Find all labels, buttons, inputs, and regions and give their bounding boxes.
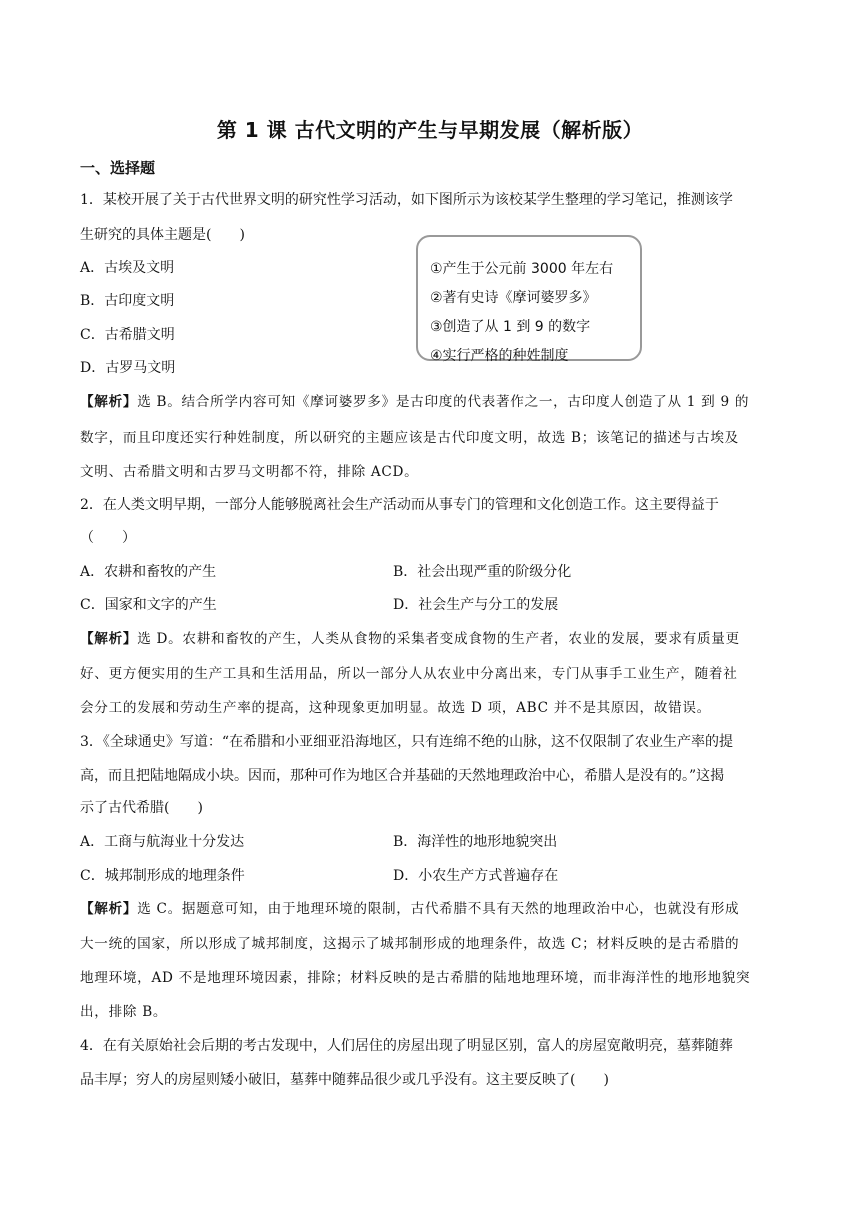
q1-option-c: C．古希腊文明 xyxy=(80,327,175,343)
analysis-tag: 【解析】 xyxy=(80,394,138,410)
q3-analysis-line-3: 地理环境，AD 不是地理环境因素，排除；材料反映的是古希腊的陆地地理环境，而非海洋性的地形地貌突 xyxy=(80,970,751,986)
q2-analysis-line-3: 会分工的发展和劳动生产率的提高，这种现象更加明显。故选 D 项，ABC 并不是其原因，故错误。 xyxy=(80,700,711,716)
q2-stem-line-1: 2．在人类文明早期，一部分人能够脱离社会生产活动而从事专门的管理和文化创造工作。这主要得益于 xyxy=(80,497,719,513)
q3-analysis-line-2: 大一统的国家，所以形成了城邦制度，这揭示了城邦制形成的地理条件，故选 C；材料反映的是古希腊的 xyxy=(80,936,740,952)
study-note-box xyxy=(416,235,642,364)
q3-option-c: C．城邦制形成的地理条件 xyxy=(80,868,245,884)
q3-stem-line-3: 示了古代希腊( ) xyxy=(80,800,203,816)
q2-analysis-line-1: 【解析】选 D。农耕和畜牧的产生，人类从食物的采集者变成食物的生产者，农业的发展，要求有质量更 xyxy=(80,631,740,647)
q1-stem-line-1: 1．某校开展了关于古代世界文明的研究性学习活动，如下图所示为该校某学生整理的学习笔记，推测该学 xyxy=(80,192,733,208)
q1-option-b: B．古印度文明 xyxy=(80,293,175,309)
q3-option-d: D．小农生产方式普遍存在 xyxy=(393,868,559,884)
q1-stem-line-2: 生研究的具体主题是( ) xyxy=(80,227,245,243)
q2-option-d: D．社会生产与分工的发展 xyxy=(393,597,559,613)
q3-option-a: A．工商与航海业十分发达 xyxy=(80,834,245,850)
q1-analysis-line-2: 数字，而且印度还实行种姓制度，所以研究的主题应该是古代印度文明，故选 B；该笔记的描述与古埃及 xyxy=(80,430,739,446)
analysis-tag: 【解析】 xyxy=(80,901,138,917)
section-heading: 一、选择题 xyxy=(80,159,156,177)
q2-stem-line-2: （ ） xyxy=(80,530,136,546)
q1-analysis-line-3: 文明、古希腊文明和古罗马文明都不符，排除 ACD。 xyxy=(80,464,419,480)
analysis-tag: 【解析】 xyxy=(80,631,138,647)
q1-analysis-line-1: 【解析】选 B。结合所学内容可知《摩诃婆罗多》是古印度的代表著作之一，古印度人创造了从 1 到 9 的 xyxy=(80,394,750,410)
note-item-3: ③创造了从 1 到 9 的数字 xyxy=(430,319,591,335)
q2-option-b: B．社会出现严重的阶级分化 xyxy=(393,564,572,580)
q4-stem-line-1: 4．在有关原始社会后期的考古发现中，人们居住的房屋出现了明显区别，富人的房屋宽敞明亮，墓葬随葬 xyxy=(80,1038,733,1054)
page-title: 第 1 课 古代文明的产生与早期发展（解析版） xyxy=(216,118,644,142)
note-item-1: ①产生于公元前 3000 年左右 xyxy=(430,261,614,277)
q2-option-c: C．国家和文字的产生 xyxy=(80,597,217,613)
q3-stem-line-1: 3．《全球通史》写道：“在希腊和小亚细亚沿海地区，只有连绵不绝的山脉，这不仅限制了农业生产率的提 xyxy=(80,734,734,750)
q3-analysis-line-4: 出，排除 B。 xyxy=(80,1004,168,1020)
q3-stem-line-2: 高，而且把陆地隔成小块。因而，那种可作为地区合并基础的天然地理政治中心，希腊人是没有的。”这揭 xyxy=(80,768,725,784)
note-item-2: ②著有史诗《摩诃婆罗多》 xyxy=(430,290,597,306)
q3-option-b: B．海洋性的地形地貌突出 xyxy=(393,834,558,850)
q3-analysis-line-1: 【解析】选 C。据题意可知，由于地理环境的限制，古代希腊不具有天然的地理政治中心，也就没有形成 xyxy=(80,901,740,917)
q1-option-a: A．古埃及文明 xyxy=(80,260,175,276)
q4-stem-line-2: 品丰厚；穷人的房屋则矮小破旧，墓葬中随葬品很少或几乎没有。这主要反映了( ) xyxy=(80,1072,609,1088)
note-item-4: ④实行严格的种姓制度 xyxy=(430,348,569,364)
q1-option-d: D．古罗马文明 xyxy=(80,360,176,376)
q2-analysis-line-2: 好、更方便实用的生产工具和生活用品，所以一部分人从农业中分离出来，专门从事手工业生产，随着社 xyxy=(80,666,738,682)
q2-option-a: A．农耕和畜牧的产生 xyxy=(80,564,217,580)
